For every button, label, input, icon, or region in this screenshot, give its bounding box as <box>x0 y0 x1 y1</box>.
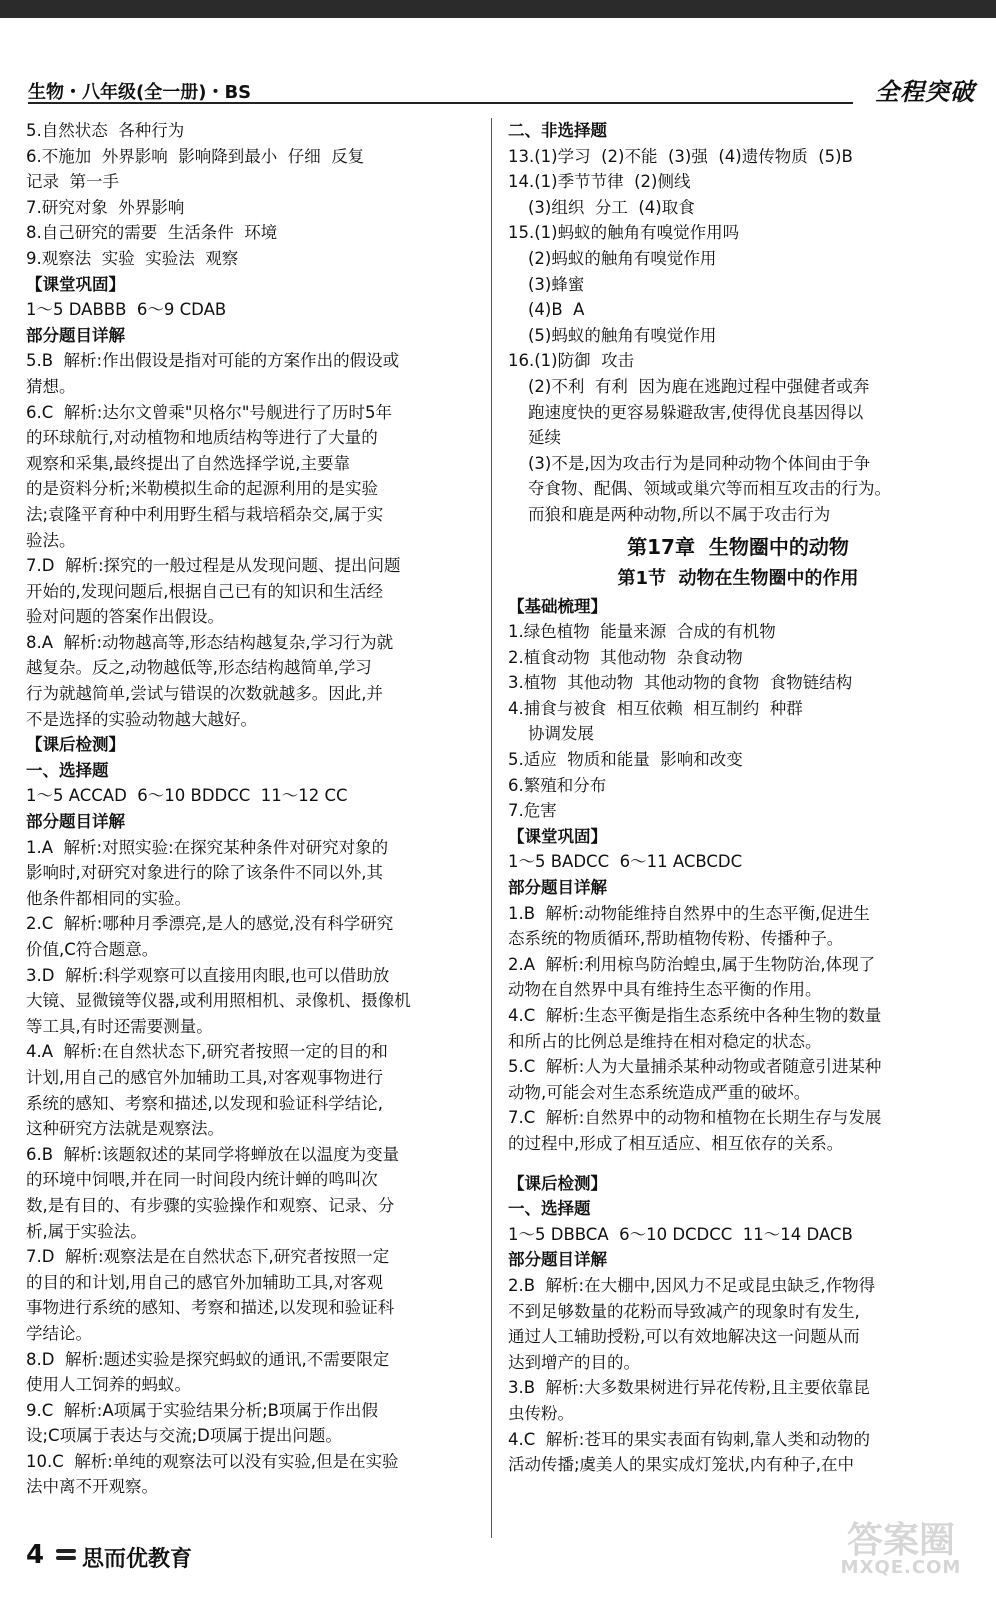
left-column <box>26 118 478 1500</box>
left-text-line: 9.C 解析:A项属于实验结果分析;B项属于作出假 <box>26 1400 378 1420</box>
left-text-line: 8.自己研究的需要 生活条件 环境 <box>26 223 278 243</box>
right-text-line: 二、非选择题 <box>508 121 607 140</box>
left-text-line: 设;C项属于表达与交流;D项属于提出问题。 <box>26 1426 342 1446</box>
badge-url: MXQE.COM <box>840 1557 962 1578</box>
left-text-line: 5.自然状态 各种行为 <box>26 121 185 140</box>
left-text-line: 【课堂巩固】 <box>26 274 125 294</box>
scan-top-border <box>0 0 996 18</box>
right-text-line: 4.C 解析:苍耳的果实表面有钩刺,靠人类和动物的 <box>508 1429 871 1449</box>
left-text-line: 开始的,发现问题后,根据自己已有的知识和生活经 <box>26 581 383 601</box>
left-text-line: 8.A 解析:动物越高等,形态结构越复杂,学习行为就 <box>26 632 394 652</box>
right-text-line: 7.危害 <box>508 801 557 821</box>
right-text-line: 1～5 DBBCA 6～10 DCDCC 11～14 DACB <box>508 1224 853 1244</box>
left-text-line: 不是选择的实验动物越大越好。 <box>26 709 257 729</box>
left-text-line: 系统的感知、考察和描述,以发现和验证科学结论, <box>26 1093 383 1113</box>
left-text-line: 学结论。 <box>26 1323 92 1343</box>
right-text-line: 【课后检测】 <box>508 1173 607 1193</box>
right-text-line: 6.繁殖和分布 <box>508 775 607 795</box>
right-text-line: 部分题目详解 <box>508 878 607 898</box>
right-text-line: 1.B 解析:动物能维持自然界中的生态平衡,促进生 <box>508 903 870 923</box>
right-text-line: 【课堂巩固】 <box>508 826 607 846</box>
right-column <box>508 118 968 1478</box>
left-text-line: 一、选择题 <box>26 760 109 780</box>
left-text-line: 5.B 解析:作出假设是指对可能的方案作出的假设或 <box>26 351 400 371</box>
left-text-line: 影响时,对研究对象进行的除了该条件不同以外,其 <box>26 863 383 883</box>
left-text-line: 观察和采集,最终提出了自然选择学说,主要靠 <box>26 453 350 473</box>
right-text-line: 2.B 解析:在大棚中,因风力不足或昆虫缺乏,作物得 <box>508 1275 876 1295</box>
right-text-line: (4)B A <box>528 300 585 320</box>
right-text-line: 5.C 解析:人为大量捕杀某种动物或者随意引进某种 <box>508 1057 882 1077</box>
right-text-line: 动物在自然界中具有维持生态平衡的作用。 <box>508 980 822 1000</box>
site-watermark-badge <box>826 1512 976 1592</box>
right-text-line: (3)蜂蜜 <box>528 274 585 294</box>
left-text-line: 10.C 解析:单纯的观察法可以没有实验,但是在实验 <box>26 1451 399 1471</box>
right-text-line: 虫传粉。 <box>508 1403 574 1423</box>
left-text-line: 6.C 解析:达尔文曾乘"贝格尔"号舰进行了历时5年 <box>26 402 392 422</box>
left-text-line: 6.不施加 外界影响 影响降到最小 仔细 反复 <box>26 146 365 166</box>
right-text-line: 1.绿色植物 能量来源 合成的有机物 <box>508 622 776 642</box>
right-text-line: 和所占的比例总是维持在相对稳定的状态。 <box>508 1031 822 1051</box>
right-text-line: 活动传播;虞美人的果实成灯笼状,内有种子,在中 <box>508 1455 855 1475</box>
right-text-line: 16.(1)防御 攻击 <box>508 351 635 371</box>
right-text-line: 3.植物 其他动物 其他动物的食物 食物链结构 <box>508 673 853 693</box>
brand-title: 全程突破 <box>875 78 975 106</box>
left-text-line: 价值,C符合题意。 <box>26 940 159 959</box>
right-text-line: 1～5 BADCC 6～11 ACBCDC <box>508 852 743 872</box>
left-text-line: 等工具,有时还需要测量。 <box>26 1016 213 1036</box>
publisher-logo-icon <box>56 1549 76 1567</box>
right-text-line: (2)不利 有利 因为鹿在逃跑过程中强健者或奔 <box>528 376 870 396</box>
left-text-line: 大镜、显微镜等仪器,或利用照相机、录像机、摄像机 <box>26 991 411 1011</box>
right-text-line: 协调发展 <box>528 724 594 744</box>
left-text-line: 1～5 DABBB 6～9 CDAB <box>26 300 227 320</box>
right-text-line: (5)蚂蚁的触角有嗅觉作用 <box>528 325 717 345</box>
left-text-line: 3.D 解析:科学观察可以直接用肉眼,也可以借助放 <box>26 965 390 985</box>
left-text-line: 6.B 解析:该题叙述的某同学将蝉放在以温度为变量 <box>26 1144 400 1164</box>
left-text-line: 4.A 解析:在自然状态下,研究者按照一定的目的和 <box>26 1042 388 1062</box>
right-text-line: 一、选择题 <box>508 1199 591 1219</box>
badge-text: 答案圈 <box>846 1520 955 1561</box>
left-text-line: 行为就越简单,尝试与错误的次数就越多。因此,并 <box>26 684 383 704</box>
left-text-line: 1.A 解析:对照实验:在探究某种条件对研究对象的 <box>26 837 389 857</box>
left-text-line: 法;袁隆平育种中利用野生稻与栽培稻杂交,属于实 <box>26 504 384 524</box>
page-number: 4 <box>26 1540 45 1570</box>
right-text-line: 不到足够数量的花粉而导致减产的现象时有发生, <box>508 1301 860 1321</box>
left-text-line: 计划,用自己的感官外加辅助工具,对客观事物进行 <box>26 1067 383 1087</box>
left-text-line: 9.观察法 实验 实验法 观察 <box>26 248 239 268</box>
page-header <box>28 74 983 106</box>
left-text-line: 8.D 解析:题述实验是探究蚂蚁的通讯,不需要限定 <box>26 1349 390 1369</box>
right-text-line: (3)组织 分工 (4)取食 <box>528 197 695 217</box>
left-text-line: 的环球航行,对动植物和地质结构等进行了大量的 <box>26 428 378 448</box>
right-text-line: 延续 <box>528 428 561 448</box>
left-text-line: 析,属于实验法。 <box>26 1221 147 1241</box>
right-text-line: 达到增产的目的。 <box>508 1352 640 1372</box>
right-text-line: 的过程中,形成了相互适应、相互依存的关系。 <box>508 1133 844 1153</box>
right-text-line: 夺食物、配偶、领域或巢穴等而相互攻击的行为。 <box>528 479 891 499</box>
right-text-line: 部分题目详解 <box>508 1250 607 1270</box>
left-text-line: 的环境中饲喂,并在同一时间段内统计蝉的鸣叫次 <box>26 1170 378 1190</box>
left-text-line: 越复杂。反之,动物越低等,形态结构越简单,学习 <box>26 658 372 678</box>
left-text-line: 数,是有目的、有步骤的实验操作和观察、记录、分 <box>26 1195 395 1215</box>
left-text-line: 部分题目详解 <box>26 325 125 345</box>
publisher-name: 思而优教育 <box>82 1547 193 1572</box>
column-divider <box>491 118 492 1538</box>
right-text-line: 4.捕食与被食 相互依赖 相互制约 种群 <box>508 698 803 718</box>
left-text-line: 的是资料分析;米勒模拟生命的起源利用的是实验 <box>26 479 379 499</box>
right-text-line: 动物,可能会对生态系统造成严重的破坏。 <box>508 1082 811 1102</box>
left-text-line: 部分题目详解 <box>26 812 125 832</box>
right-text-line: 7.C 解析:自然界中的动物和植物在长期生存与发展 <box>508 1108 882 1128</box>
right-text-line: 3.B 解析:大多数果树进行异花传粉,且主要依靠昆 <box>508 1378 870 1398</box>
left-text-line: 使用人工饲养的蚂蚁。 <box>26 1375 191 1395</box>
header-rule <box>28 102 853 104</box>
left-text-line: 验法。 <box>26 530 76 550</box>
right-text-line: 4.C 解析:生态平衡是指生态系统中各种生物的数量 <box>508 1006 882 1025</box>
right-text-line: 通过人工辅助授粉,可以有效地解决这一问题从而 <box>508 1327 860 1347</box>
right-text-line: 14.(1)季节节律 (2)侧线 <box>508 172 691 192</box>
left-text-line: 7.研究对象 外界影响 <box>26 197 185 217</box>
right-text-line: 第1节 动物在生物圈中的作用 <box>617 567 859 589</box>
right-text-line: 15.(1)蚂蚁的触角有嗅觉作用吗 <box>508 223 740 243</box>
left-text-line: 猜想。 <box>26 376 76 396</box>
left-text-line: 的目的和计划,用自己的感官外加辅助工具,对客观 <box>26 1272 383 1292</box>
right-text-line: 13.(1)学习 (2)不能 (3)强 (4)遗传物质 (5)B <box>508 146 853 166</box>
left-text-line: 2.C 解析:哪种月季漂亮,是人的感觉,没有科学研究 <box>26 914 394 934</box>
left-text-line: 事物进行系统的感知、考察和描述,以发现和验证科 <box>26 1298 395 1318</box>
left-text-line: 【课后检测】 <box>26 735 125 755</box>
left-text-line: 记录 第一手 <box>26 172 119 192</box>
right-text-line: 态系统的物质循环,帮助植物传粉、传播种子。 <box>508 929 844 949</box>
left-text-line: 法中离不开观察。 <box>26 1477 158 1497</box>
right-text-line: 跑速度快的更容易躲避敌害,使得优良基因得以 <box>528 402 864 422</box>
left-text-line: 验对问题的答案作出假设。 <box>26 607 224 627</box>
page-footer <box>26 1540 426 1576</box>
left-text-line: 这种研究方法就是观察法。 <box>26 1119 224 1139</box>
right-text-line: 2.植食动物 其他动物 杂食动物 <box>508 647 743 667</box>
right-text-line: 2.A 解析:利用椋鸟防治蝗虫,属于生物防治,体现了 <box>508 954 876 974</box>
right-text-line: 【基础梳理】 <box>508 596 607 616</box>
right-text-line: 第17章 生物圈中的动物 <box>627 534 849 559</box>
left-text-line: 7.D 解析:探究的一般过程是从发现问题、提出问题 <box>26 556 401 576</box>
right-text-line: (2)蚂蚁的触角有嗅觉作用 <box>528 248 717 268</box>
right-text-line: 5.适应 物质和能量 影响和改变 <box>508 750 743 770</box>
right-text-line: (3)不是,因为攻击行为是同种动物个体间由于争 <box>528 453 871 473</box>
left-text-line: 7.D 解析:观察法是在自然状态下,研究者按照一定 <box>26 1247 390 1267</box>
subject-label: 生物・八年级(全一册)・BS <box>28 82 252 103</box>
left-text-line: 1～5 ACCAD 6～10 BDDCC 11～12 CC <box>26 786 348 806</box>
left-text-line: 他条件都相同的实验。 <box>26 888 191 908</box>
right-text-line: 而狼和鹿是两种动物,所以不属于攻击行为 <box>528 504 831 524</box>
